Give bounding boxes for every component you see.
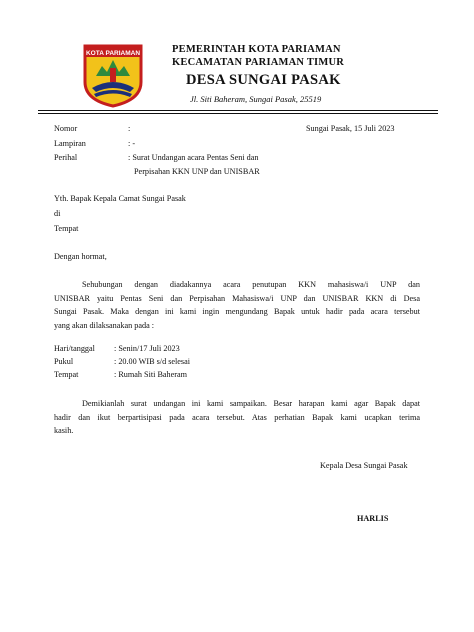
paragraph-1-line: Sungai Pasak. Maka dengan ini kami ingin mengundang Bapak untuk hadir pada acara tersebut bbox=[54, 307, 420, 316]
village-name: DESA SUNGAI PASAK bbox=[186, 72, 341, 88]
signature-title: Kepala Desa Sungai Pasak bbox=[320, 461, 408, 470]
event-day-value: : Senin/17 Juli 2023 bbox=[114, 344, 180, 353]
perihal-label: Perihal bbox=[54, 153, 78, 162]
paragraph-2 bbox=[54, 397, 420, 438]
paragraph-2-line: hadir dan ikut berpartisipasi pada acara tersebut. Atas perhatian Bapak kami ucapkan terima bbox=[54, 412, 420, 422]
recipient-line1: Yth. Bapak Kepala Camat Sungai Pasak bbox=[54, 194, 186, 203]
lampiran-value: : - bbox=[128, 139, 136, 148]
address: Jl. Siti Baheram, Sungai Pasak, 25519 bbox=[190, 94, 322, 104]
letter-date: Sungai Pasak, 15 Juli 2023 bbox=[306, 124, 395, 133]
paragraph-1 bbox=[54, 278, 420, 332]
nomor-value: : bbox=[128, 124, 131, 133]
event-time-value: : 20.00 WIB s/d selesai bbox=[114, 357, 191, 366]
nomor-label: Nomor bbox=[54, 124, 78, 133]
perihal-value-line1: : Surat Undangan acara Pentas Seni dan bbox=[128, 153, 259, 162]
event-place-label: Tempat bbox=[54, 370, 79, 379]
header-rule bbox=[38, 110, 438, 111]
lampiran-label: Lampiran bbox=[54, 139, 86, 148]
signature-name: HARLIS bbox=[357, 514, 389, 523]
greeting: Dengan hormat, bbox=[54, 252, 107, 261]
paragraph-1-line: yang akan dilaksanakan pada : bbox=[54, 320, 155, 330]
event-place-value: : Rumah Siti Baheram bbox=[114, 370, 187, 379]
event-day-label: Hari/tanggal bbox=[54, 344, 95, 353]
paragraph-1-line: UNISBAR yaitu Pentas Seni dan Perpisahan Mahasiswa/i UNP dan UNISBAR KKN di Desa bbox=[54, 293, 420, 303]
logo-banner-text: KOTA PARIAMAN bbox=[85, 50, 141, 57]
event-time-label: Pukul bbox=[54, 357, 74, 366]
header-line2: KECAMATAN PARIAMAN TIMUR bbox=[172, 57, 345, 68]
kota-pariaman-logo bbox=[82, 44, 144, 108]
recipient-line3: Tempat bbox=[54, 224, 79, 233]
perihal-value-line2: Perpisahan KKN UNP dan UNISBAR bbox=[134, 167, 260, 176]
paragraph-2-line: Demikianlah surat undangan ini kami sampaikan. Besar harapan kami agar Bapak dapat bbox=[82, 399, 420, 408]
header-line1: PEMERINTAH KOTA PARIAMAN bbox=[172, 44, 341, 55]
header-rule-thin bbox=[38, 113, 438, 114]
recipient-line2: di bbox=[54, 209, 61, 218]
paragraph-2-line: kasih. bbox=[54, 426, 74, 435]
paragraph-1-line: Sehubungan dengan diadakannya acara penutupan KKN mahasiswa/i UNP dan bbox=[82, 280, 420, 289]
